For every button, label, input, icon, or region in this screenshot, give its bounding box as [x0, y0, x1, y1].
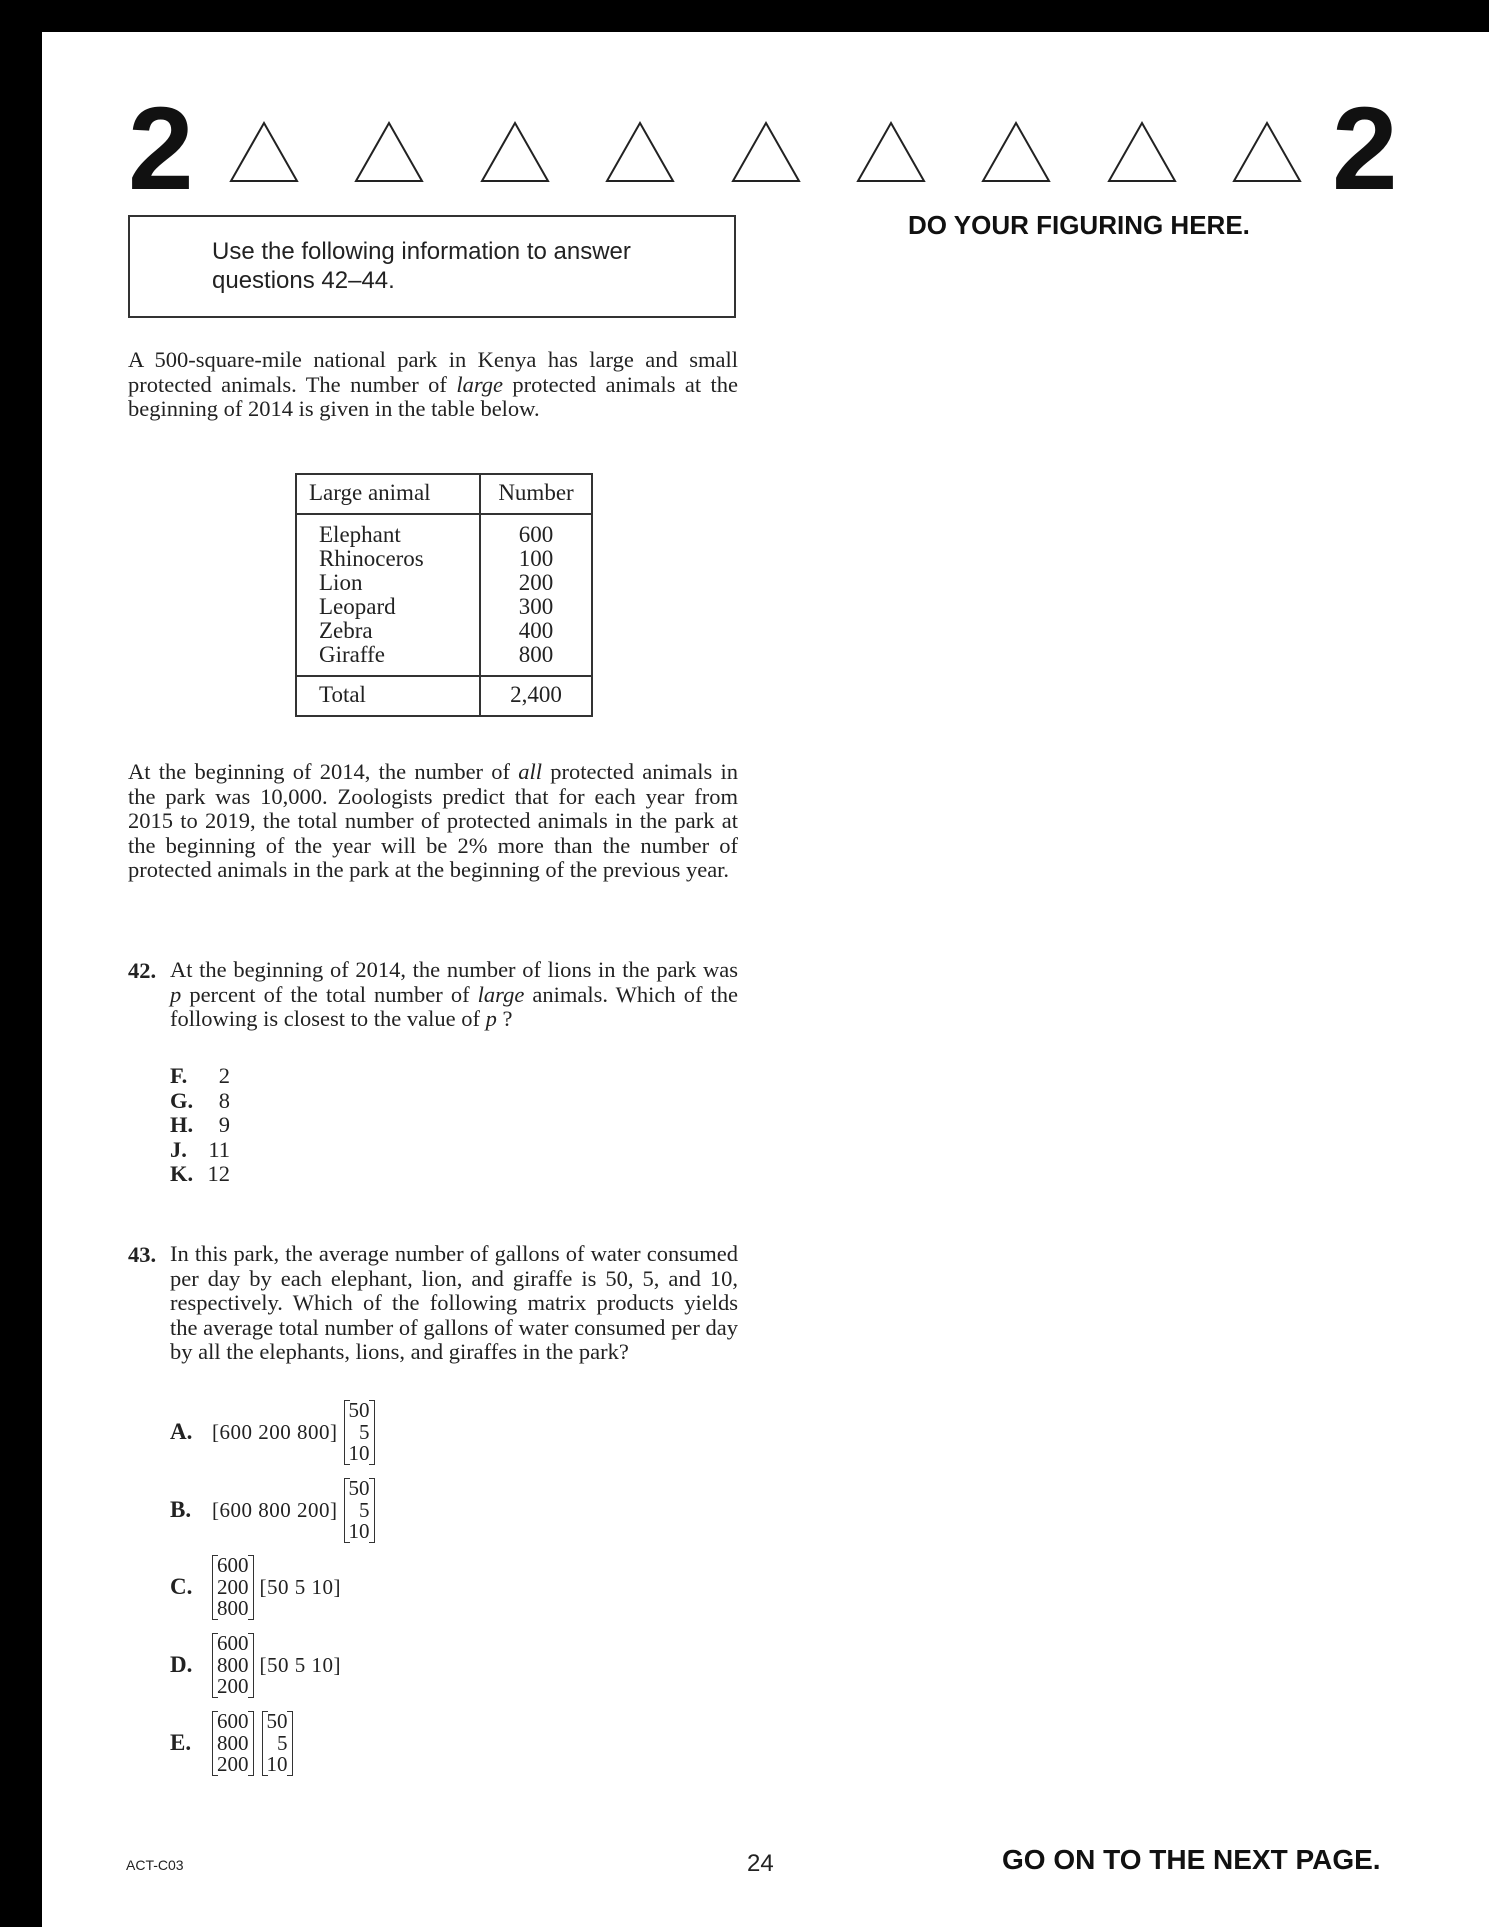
question-42-text	[170, 958, 738, 1032]
option-value: 11	[208, 1136, 230, 1162]
option-letter: H.	[170, 1112, 194, 1137]
question-43-text: In this park, the average number of gallons of water consumed per day by each elephant, lion, and giraffe is 50, 5, and 10, respectively. Which of the following matrix products yields the average total number of gallons of water consumed per day by all the elephants, lions, and giraffes in the park?	[170, 1241, 738, 1364]
q42-italic: large	[477, 981, 525, 1007]
row-matrix: [50 5 10]	[259, 1574, 341, 1599]
table-body-row	[296, 514, 592, 676]
option-letter: D.	[170, 1652, 193, 1678]
q42-text-part: At the beginning of 2014, the number of lions in the park was	[170, 957, 738, 982]
context-paragraph	[128, 760, 738, 883]
answer-option-d[interactable]	[170, 1633, 341, 1698]
option-letter: J.	[170, 1136, 187, 1162]
animal-table	[295, 473, 593, 717]
animal-number: 100	[518, 546, 554, 571]
option-value: 8	[218, 1087, 230, 1113]
option-letter: B.	[170, 1497, 192, 1523]
animal-name: Giraffe	[319, 642, 385, 667]
animal-name: Elephant	[319, 522, 401, 547]
answer-option-c[interactable]	[170, 1555, 341, 1620]
answer-option-a[interactable]	[170, 1400, 381, 1465]
triangle-outline-icon	[604, 120, 676, 184]
answer-option-h[interactable]	[170, 1113, 230, 1138]
intro-paragraph	[128, 348, 738, 422]
animal-number: 800	[518, 642, 554, 667]
animal-number: 300	[518, 594, 554, 619]
answer-option-f[interactable]	[170, 1064, 230, 1089]
context-text-1: At the beginning of 2014, the number of	[128, 759, 519, 784]
column-header-number: Number	[480, 474, 592, 514]
matrix-entry: 200	[217, 1674, 249, 1698]
info-box	[128, 215, 736, 318]
column-matrix	[212, 1555, 254, 1620]
context-italic: all	[518, 759, 543, 784]
animal-name: Lion	[319, 570, 363, 595]
option-value: 12	[207, 1161, 230, 1186]
row-matrix: [50 5 10]	[259, 1652, 341, 1677]
option-value: 2	[218, 1063, 230, 1088]
matrix-entry: 5	[277, 1730, 288, 1755]
column-matrix	[212, 1633, 254, 1698]
matrix-entry: 10	[266, 1752, 288, 1776]
answer-option-k[interactable]	[170, 1162, 230, 1187]
intro-italic: large	[456, 371, 503, 397]
animal-number: 600	[518, 522, 554, 547]
page-number: 24	[747, 1850, 774, 1877]
total-value: 2,400	[480, 676, 592, 716]
matrix-entry: 800	[217, 1596, 249, 1620]
row-matrix: [600 200 800]	[212, 1419, 338, 1444]
matrix-entry: 600	[217, 1709, 249, 1733]
option-letter: A.	[170, 1419, 193, 1445]
triangle-outline-icon	[353, 120, 425, 184]
form-code: ACT-C03	[126, 1857, 184, 1873]
context-text-2: protected animals in the park was 10,000. Zoologists predict that for each year from 2015 to 2019, the total number of protected animals in the park at the beginning of the year will be 2% more than the number of protected animals in the park at the beginning of the previous year.	[128, 759, 738, 882]
matrix-entry: 5	[359, 1497, 370, 1522]
total-label: Total	[296, 676, 480, 716]
matrix-entry: 600	[217, 1553, 249, 1577]
table-header-row	[296, 474, 592, 514]
q42-variable: p	[170, 981, 182, 1007]
column-header-animal: Large animal	[296, 474, 480, 514]
option-letter: F.	[170, 1063, 188, 1088]
option-letter: E.	[170, 1730, 192, 1756]
triangle-outline-icon	[1106, 120, 1178, 184]
intro-text-1: A 500-square-mile national park in Kenya has large and small protected animals. The number of	[128, 347, 738, 397]
matrix-entry: 50	[266, 1709, 288, 1733]
section-number-left: 2	[128, 83, 194, 215]
matrix-entry: 200	[217, 1574, 249, 1599]
question-43-number: 43.	[128, 1242, 157, 1267]
q42-text-part: ?	[496, 1006, 513, 1031]
intro-text-2: protected animals at the beginning of 2014 is given in the table below.	[128, 371, 738, 421]
animal-name: Rhinoceros	[319, 546, 424, 571]
triangle-outline-icon	[855, 120, 927, 184]
question-42-options	[170, 1064, 230, 1187]
answer-option-e[interactable]	[170, 1711, 299, 1776]
info-box-text	[212, 237, 692, 295]
answer-option-b[interactable]	[170, 1478, 381, 1543]
option-letter: K.	[170, 1161, 194, 1186]
animal-number: 400	[518, 618, 554, 643]
answer-option-j[interactable]	[170, 1138, 230, 1163]
matrix-entry: 5	[359, 1419, 370, 1444]
matrix-entry: 10	[348, 1441, 370, 1465]
q42-text-part: percent of the total number of	[181, 981, 478, 1007]
option-value: 9	[218, 1112, 230, 1137]
matrix-entry: 800	[217, 1652, 249, 1677]
column-matrix	[344, 1478, 375, 1543]
animal-name: Leopard	[319, 594, 396, 619]
animal-names-cell	[296, 514, 480, 676]
answer-option-g[interactable]	[170, 1089, 230, 1114]
table-total-row	[296, 676, 592, 716]
option-letter: C.	[170, 1574, 193, 1600]
matrix-entry: 50	[348, 1398, 370, 1422]
test-page	[42, 32, 1489, 1927]
animal-number: 200	[518, 570, 554, 595]
q42-variable: p	[485, 1006, 497, 1031]
triangle-outline-icon	[479, 120, 551, 184]
next-page-instruction: GO ON TO THE NEXT PAGE.	[1002, 1844, 1381, 1875]
row-matrix: [600 800 200]	[212, 1497, 338, 1522]
triangle-outline-icon	[1231, 120, 1303, 184]
matrix-entry: 10	[348, 1519, 370, 1543]
triangle-outline-icon	[730, 120, 802, 184]
matrix-entry: 200	[217, 1752, 249, 1776]
matrix-entry: 600	[217, 1631, 249, 1655]
matrix-entry: 800	[217, 1730, 249, 1755]
animal-name: Zebra	[319, 618, 373, 643]
triangle-outline-icon	[980, 120, 1052, 184]
matrix-entry: 50	[348, 1476, 370, 1500]
column-matrix	[262, 1711, 293, 1776]
question-42-number: 42.	[128, 958, 157, 983]
triangle-outline-icon	[228, 120, 300, 184]
q42-text-part: animals. Which of the following is closest to the value of	[170, 981, 738, 1031]
figuring-label: DO YOUR FIGURING HERE.	[908, 210, 1250, 240]
column-matrix	[212, 1711, 254, 1776]
info-box-line1: Use the following information to answer	[212, 238, 631, 265]
section-number-right: 2	[1332, 83, 1398, 215]
option-letter: G.	[170, 1087, 194, 1113]
animal-numbers-cell	[480, 514, 592, 676]
info-box-line2: questions 42–44.	[212, 267, 395, 294]
column-matrix	[344, 1400, 375, 1465]
